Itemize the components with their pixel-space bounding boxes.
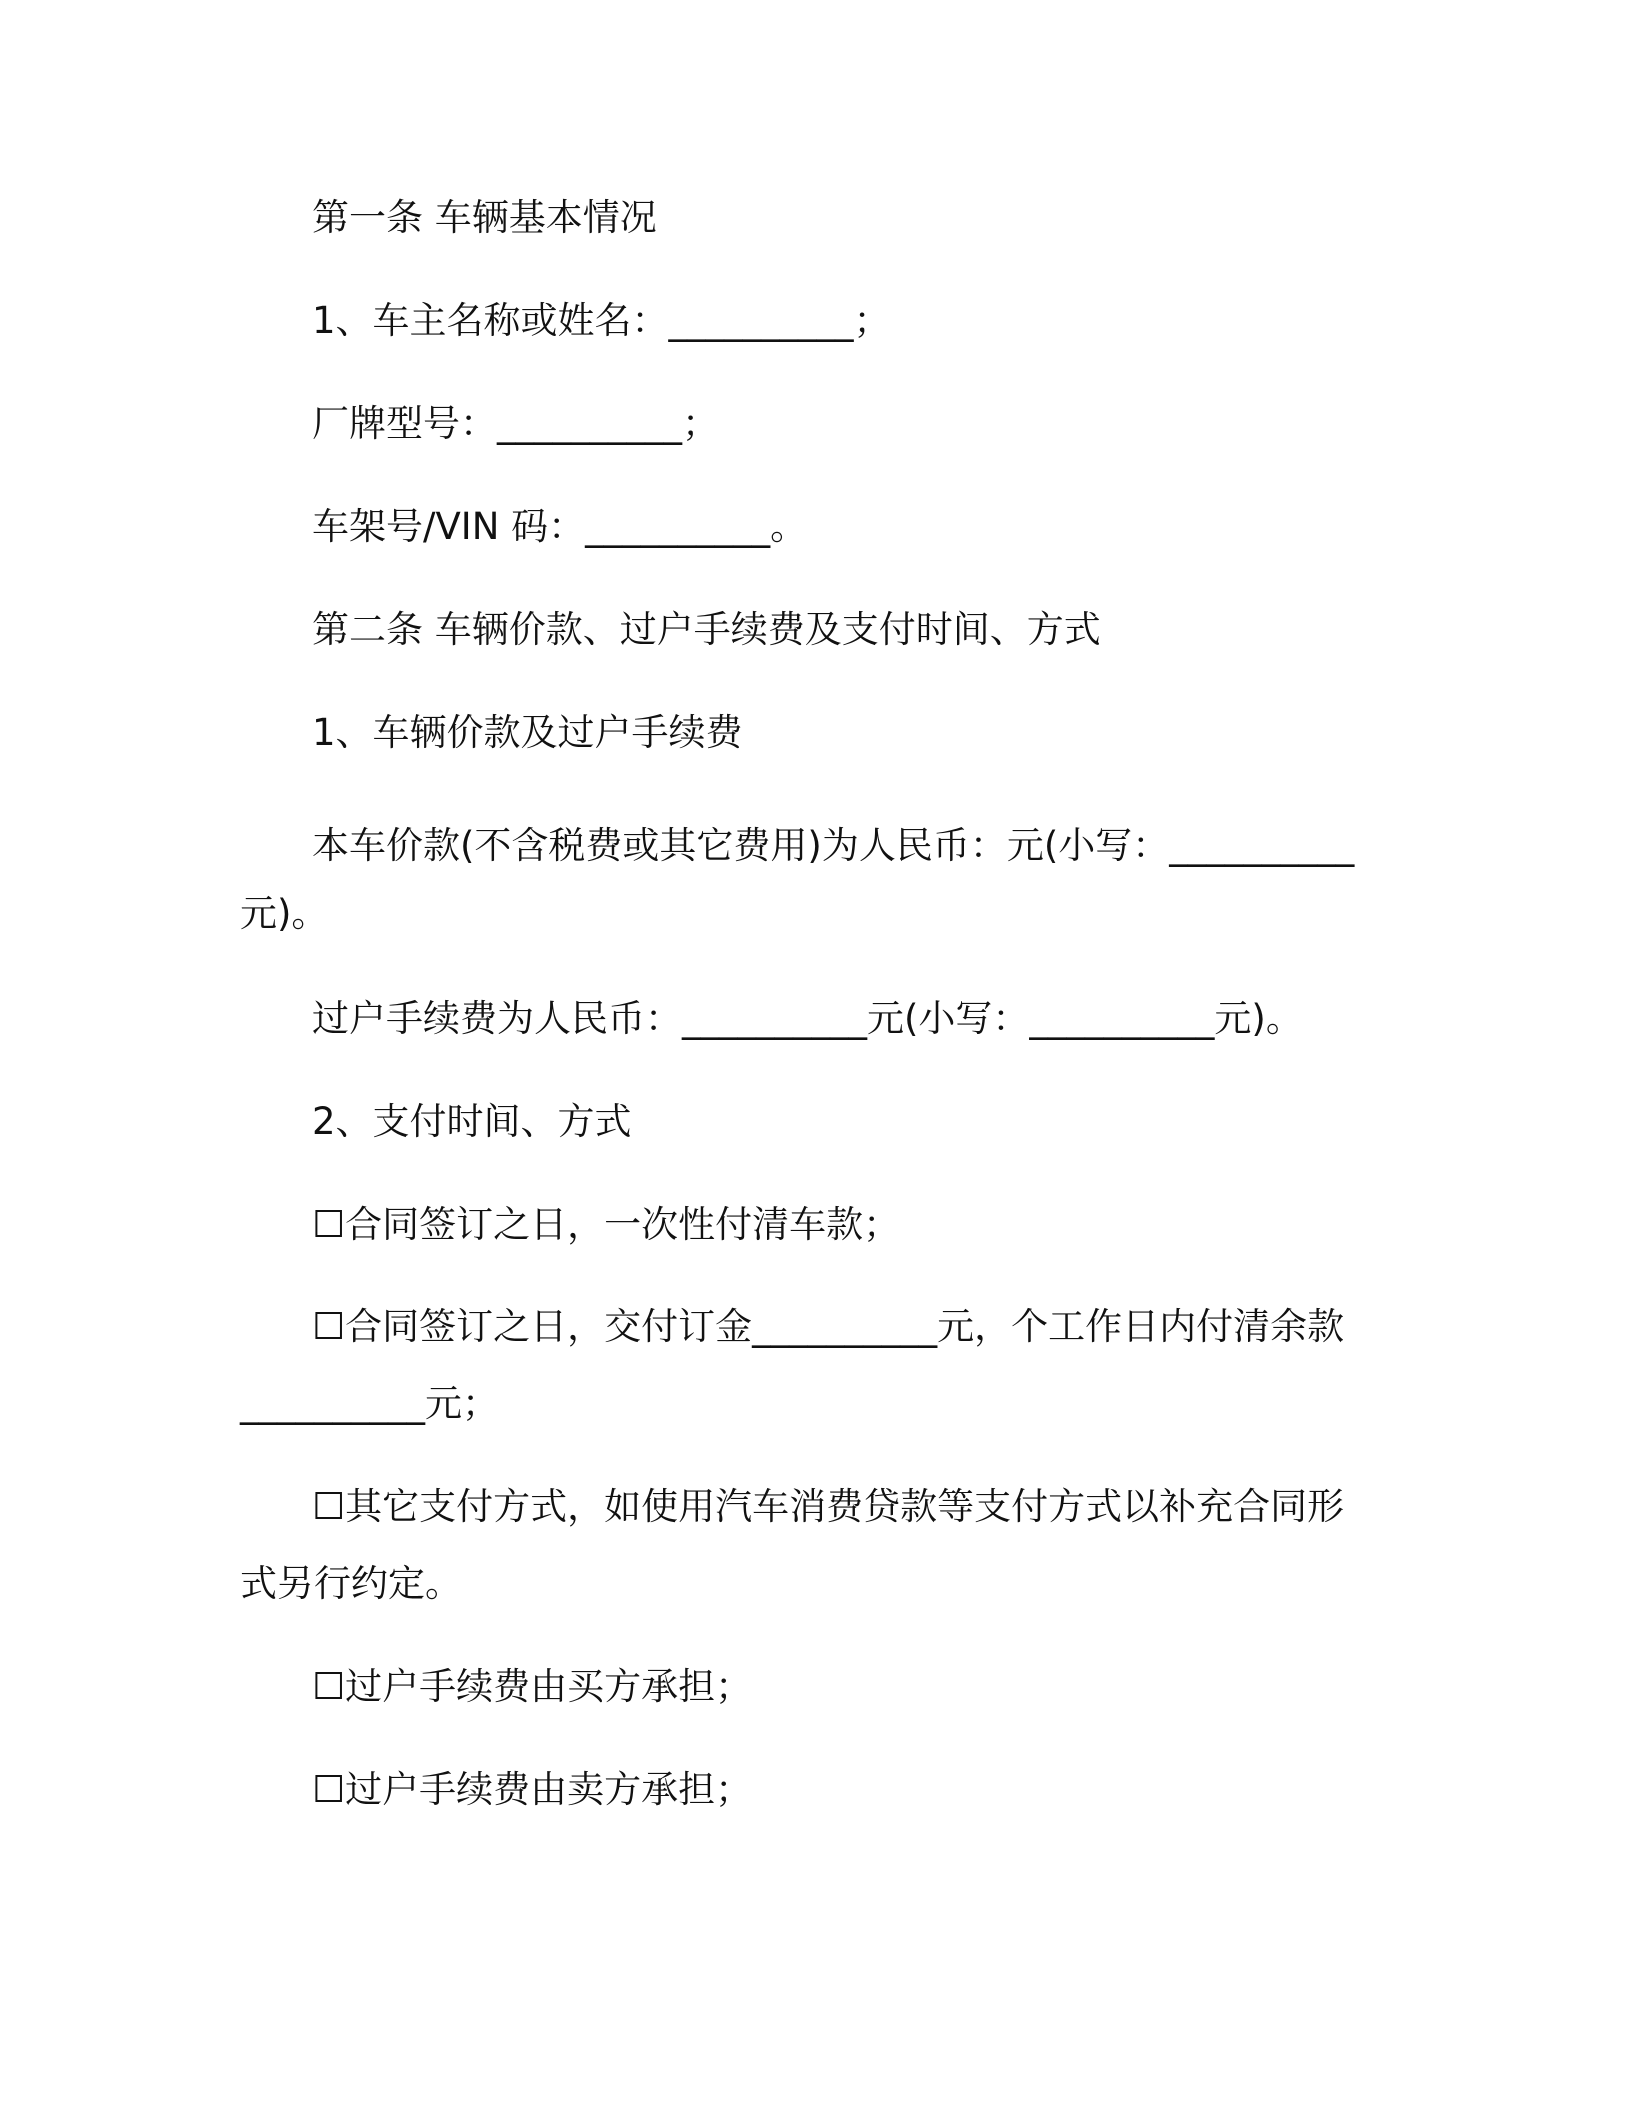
option-other-payment-cont: 式另行约定。 xyxy=(240,1562,462,1605)
option-fee-seller: ☐过户手续费由卖方承担； xyxy=(312,1768,753,1811)
option-lump-sum: ☐合同签订之日，一次性付清车款； xyxy=(312,1203,901,1246)
vehicle-price-line-cont: 元)。 xyxy=(240,892,329,935)
vin-field: 车架号/VIN 码：__________。 xyxy=(312,505,808,548)
section-price-heading: 1、车辆价款及过户手续费 xyxy=(312,711,743,754)
transfer-fee-line: 过户手续费为人民币：__________元(小写：__________元)。 xyxy=(312,997,1303,1040)
brand-model-field: 厂牌型号：__________； xyxy=(312,402,719,445)
vehicle-price-line: 本车价款(不含税费或其它费用)为人民币：元(小写：__________ xyxy=(312,824,1355,867)
article-2-heading: 第二条 车辆价款、过户手续费及支付时间、方式 xyxy=(312,608,1101,651)
option-deposit-cont: __________元； xyxy=(240,1382,499,1425)
section-payment-heading: 2、支付时间、方式 xyxy=(312,1100,632,1143)
option-deposit: ☐合同签订之日，交付订金__________元，个工作日内付清余款 xyxy=(312,1305,1345,1348)
option-fee-buyer: ☐过户手续费由买方承担； xyxy=(312,1665,753,1708)
owner-name-field: 1、车主名称或姓名：__________； xyxy=(312,299,891,342)
option-other-payment: ☐其它支付方式，如使用汽车消费贷款等支付方式以补充合同形 xyxy=(312,1485,1345,1528)
article-1-heading: 第一条 车辆基本情况 xyxy=(312,196,657,239)
